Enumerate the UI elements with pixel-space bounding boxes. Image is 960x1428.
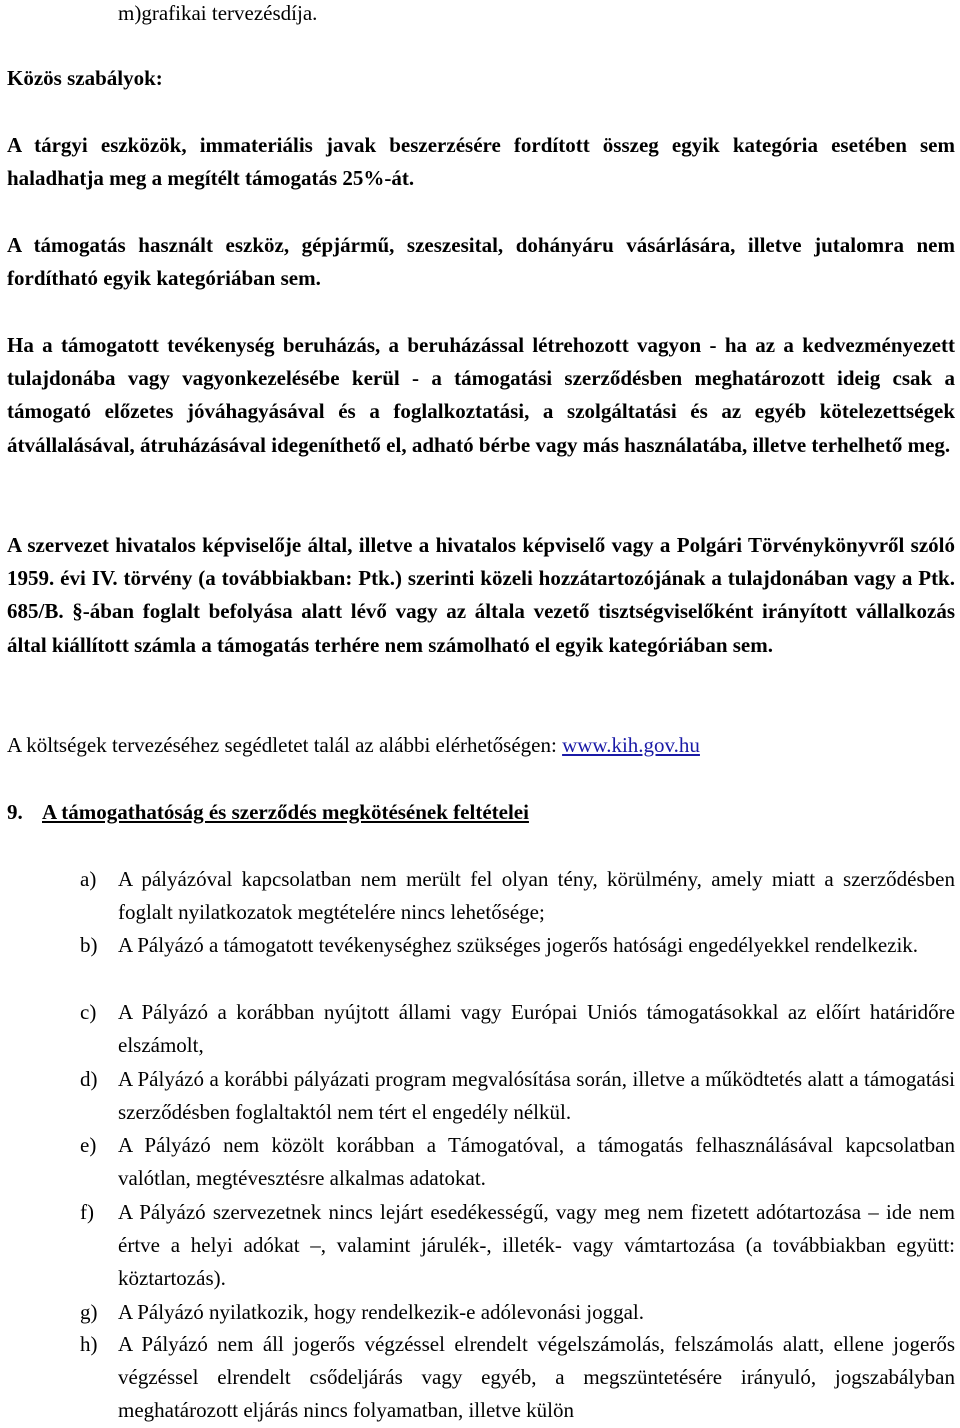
list-marker: g) [80,1300,98,1324]
section-number: 9. [7,800,23,824]
list-item-b [80,929,955,962]
list-marker: h) [80,1332,98,1356]
list-item-g [80,1296,955,1329]
list-item-text: A Pályázó nyilatkozik, hogy rendelkezik-e adólevonási joggal. [118,1300,645,1324]
list-item-text: A Pályázó a támogatott tevékenységhez szükséges jogerős hatósági engedélyekkel rendelkezik. [118,933,919,957]
list-item-a [80,863,955,929]
paragraph-3: Ha a támogatott tevékenység beruházás, a beruházással létrehozott vagyon - ha az a kedvezményezett tulajdonába vagy vagyonkezelésébe kerül - a támogatási szerződésben meghatározott ideig csak a támogató előzetes jóváhagyásával és a foglalkoztatási, a szolgáltatási és az egyéb kötelezettségek átvállalásával, átruházásával idegeníthető el, adható bérbe vagy más használatába, illetve terhelhető meg. [7,333,955,457]
list-item-text: A Pályázó a korábban nyújtott állami vagy Európai Uniós támogatásokkal az előírt határidőre elszámolt, [118,1000,955,1058]
section-title: A támogathatóság és szerződés megkötésének feltételei [42,800,529,824]
list-item-text: A Pályázó a korábbi pályázati program megvalósítása során, illetve a működtetés alatt a támogatási szerződésben foglaltaktól nem tért el engedély nélkül. [118,1067,955,1125]
paragraph-5 [7,729,955,762]
list-marker: c) [80,1000,97,1024]
kih-website-link[interactable]: www.kih.gov.hu [562,733,700,757]
list-item-m: m)grafikai tervezésdíja. [118,1,318,25]
list-marker: b) [80,933,98,957]
list-item-c [80,996,955,1062]
paragraph-1: A tárgyi eszközök, immateriális javak beszerzésére fordított összeg egyik kategória esetében sem haladhatja meg a megítélt támogatás 25%-át. [7,133,955,191]
list-item-e [80,1129,955,1195]
list-marker: d) [80,1067,98,1091]
list-item-text: A Pályázó szervezetnek nincs lejárt esedékességű, vagy meg nem fizetett adótartozása – ide nem értve a helyi adókat –, valamint járulék-, illeték- vagy vámtartozása (a továbbiakban együtt: köztartozás). [118,1200,955,1291]
list-marker: f) [80,1200,94,1224]
paragraph-4: A szervezet hivatalos képviselője által, illetve a hivatalos képviselő vagy a Polgári Törvénykönyvről szóló 1959. évi IV. törvény (a továbbiakban: Ptk.) szerinti közeli hozzátartozójának a tulajdonában vagy a Ptk. 685/B. §-ában foglalt befolyása alatt lévő vagy az általa vezető tisztségviselőként irányított vállalkozás által kiállított számla a támogatás terhére nem számolható el egyik kategóriában sem. [7,533,955,657]
paragraph-2: A támogatás használt eszköz, gépjármű, szeszesital, dohányáru vásárlására, illetve jutalomra nem fordítható egyik kategóriában sem. [7,233,955,291]
list-item-text: A Pályázó nem közölt korábban a Támogatóval, a támogatás felhasználásával kapcsolatban valótlan, megtévesztésre alkalmas adatokat. [118,1133,955,1191]
list-marker: e) [80,1133,97,1157]
list-item-h [80,1328,955,1428]
paragraph-5-text: A költségek tervezéséhez segédletet talál az alábbi elérhetőségen: [7,733,563,757]
list-item-text: A pályázóval kapcsolatban nem merült fel olyan tény, körülmény, amely miatt a szerződésben foglalt nyilatkozatok megtételére nincs lehetősége; [118,867,955,925]
list-item-d [80,1063,955,1129]
list-item-text: A Pályázó nem áll jogerős végzéssel elrendelt végelszámolás, felszámolás alatt, ellene jogerős végzéssel elrendelt csődeljárás vagy egyéb, a megszüntetésére irányuló, jogszabályban meghatározott eljárás nincs folyamatban, illetve külön [118,1332,955,1423]
list-marker: a) [80,867,97,891]
list-item-f [80,1196,955,1296]
common-rules-heading: Közös szabályok: [7,66,163,90]
section-heading [7,796,529,829]
